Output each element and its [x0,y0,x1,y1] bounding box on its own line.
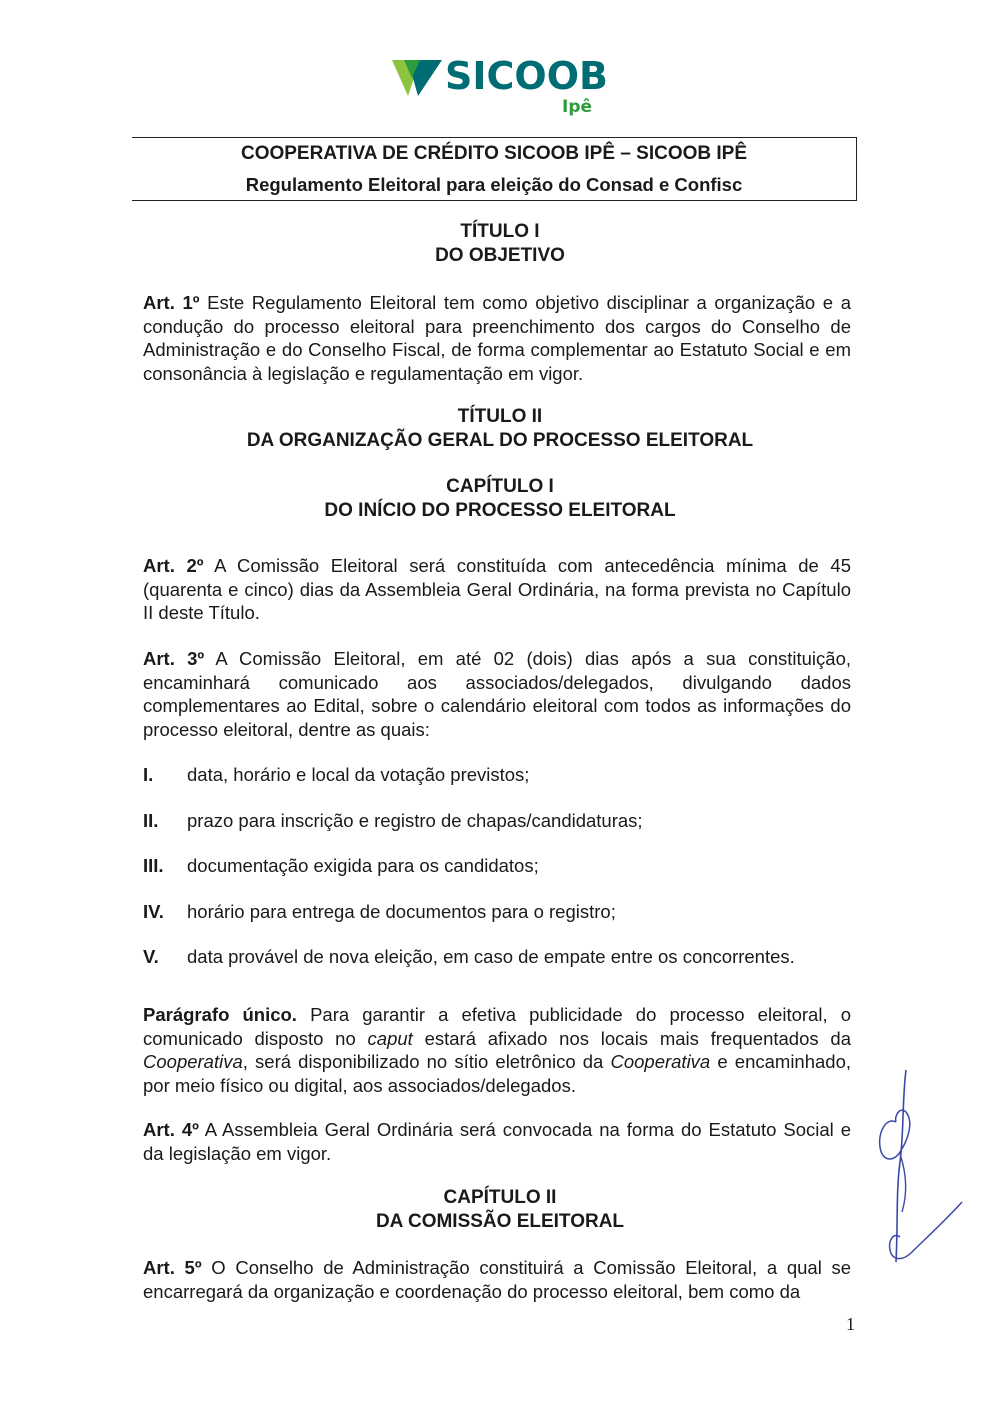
list-item-number: I. [143,764,154,785]
article-4-label: Art. 4º [143,1119,199,1140]
article-5-label: Art. 5º [143,1257,202,1278]
article-3 [143,647,851,741]
article-5 [143,1256,851,1303]
document-title: Regulamento Eleitoral para eleição do Consad e Confisc [245,174,743,195]
list-item-text: data provável de nova eleição, em caso de empate entre os concorrentes. [187,946,795,967]
titulo-1-heading: TÍTULO I [460,221,540,242]
titulo-2-heading: TÍTULO II [457,406,543,427]
paragrafo-cooperativa-1: Cooperativa [143,1051,243,1072]
document-header-box [132,137,857,201]
paragrafo-cooperativa-2: Cooperativa [610,1051,711,1072]
article-5-text: O Conselho de Administração constituirá a Comissão Eleitoral, a qual se encarregará da organização e coordenação do processo eleitoral, bem como da [143,1257,852,1302]
article-3-label: Art. 3º [143,648,205,669]
list-item-number: III. [143,855,164,876]
handwritten-signature [866,1062,976,1282]
capitulo-2-heading: CAPÍTULO II [443,1187,557,1208]
cooperative-name: COOPERATIVA DE CRÉDITO SICOOB IPÊ – SICOOB IPÊ [240,143,748,164]
logo-wordmark: SICOOB [445,54,608,98]
sicoob-chevron-icon [390,56,446,100]
article-1-text: Este Regulamento Eleitoral tem como objetivo disciplinar a organização e a condução do processo eleitoral para preenchimento dos cargos do Conselho de Administração e do Conselho Fiscal, de forma complementar ao Estatuto Social e em consonância à legislação e regulamentação em vigor. [143,292,852,384]
article-2-text: A Comissão Eleitoral será constituída com antecedência mínima de 45 (quarenta e cinco) dias da Assembleia Geral Ordinária, na forma prevista no Capítulo II deste Título. [143,555,851,623]
list-item-text: documentação exigida para os candidatos; [187,855,539,876]
article-1 [143,291,851,385]
capitulo-1-heading: CAPÍTULO I [446,476,554,497]
list-item-number: IV. [143,901,164,922]
article-1-label: Art. 1º [143,292,200,313]
article-2-label: Art. 2º [143,555,204,576]
paragrafo-unico [143,1003,851,1097]
article-4-text: A Assembleia Geral Ordinária será convocada na forma do Estatuto Social e da legislação em vigor. [143,1119,851,1164]
titulo-2-subheading: DA ORGANIZAÇÃO GERAL DO PROCESSO ELEITORAL [246,430,754,451]
list-item-text: horário para entrega de documentos para o registro; [187,901,616,922]
article-4 [143,1118,851,1165]
paragrafo-text-2: estará afixado nos locais mais frequentados da [424,1027,851,1049]
list-item-number: II. [143,810,159,831]
capitulo-2-subheading: DA COMISSÃO ELEITORAL [375,1211,625,1232]
paragrafo-text-4: e encaminhado, por meio físico ou digital, aos associados/delegados. [143,1051,852,1096]
article-2 [143,554,851,625]
paragrafo-caput: caput [367,1027,413,1049]
paragrafo-unico-label: Parágrafo único. [143,1004,297,1025]
sicoob-logo [390,52,610,122]
list-item-text: prazo para inscrição e registro de chapas/candidaturas; [187,810,643,831]
titulo-1-subheading: DO OBJETIVO [435,245,565,266]
article-3-text: A Comissão Eleitoral, em até 02 (dois) dias após a sua constituição, encaminhará comunicado aos associados/delegados, divulgando dados complementares ao Edital, sobre o calendário eleitoral com todos as informações do processo eleitoral, dentre as quais: [143,648,852,740]
list-item-text: data, horário e local da votação previstos; [187,764,530,785]
logo-subtext: Ipê [562,97,593,117]
list-item-number: V. [143,946,159,967]
paragrafo-text-1: Para garantir a efetiva publicidade do processo eleitoral, o comunicado disposto no [143,1004,851,1049]
capitulo-1-subheading: DO INÍCIO DO PROCESSO ELEITORAL [324,500,676,521]
paragrafo-text-3: , será disponibilizado no sítio eletrônico da [242,1051,604,1072]
page-number: 1 [846,1314,855,1334]
